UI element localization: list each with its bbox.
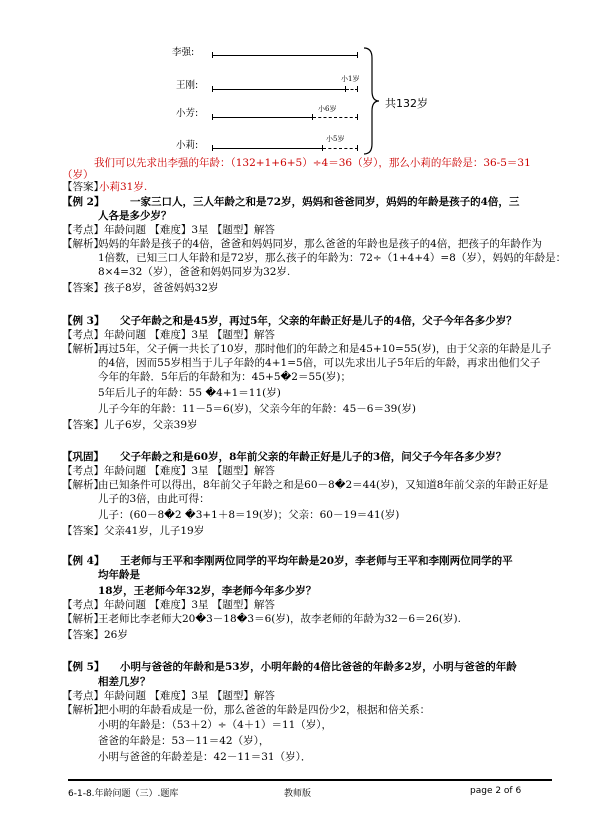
total-label: 共132岁	[385, 97, 428, 110]
ex5-question-2: 相差几岁？	[98, 676, 151, 688]
segment-label-1: 小1岁	[341, 75, 360, 83]
ex3-jiexi-1: 再过5年，父子俩一共长了10岁，那时他们的年龄之和是45+10=55(岁)，由于父亲的年龄是儿子	[98, 343, 552, 355]
ex3-jiexi-3: 今年的年龄．5年后的年龄和为：45+5�2＝55(岁)；	[98, 371, 352, 383]
ex3-answer: 【答案】儿子6岁，父亲39岁	[62, 419, 198, 431]
ex2-kaodian: 【考点】年龄问题 【难度】3星 【题型】解答	[62, 224, 275, 236]
intro-answer-tag: 【答案】	[62, 181, 104, 193]
ex3-question-1: 父子年龄之和是45岁，再过5年，父亲的年龄正好是儿子的4倍，父子今年各多少岁？	[120, 315, 517, 327]
ex3-jiexi-4: 5年后儿子的年龄：55 �4+1＝11(岁)	[98, 387, 281, 399]
ex2-jiexi-2: 1倍数，已知三口人年龄和是72岁，那么孩子的年龄为：72÷（1+4+4）=8（岁），妈妈的年龄是：	[98, 252, 567, 264]
ex4-kaodian: 【考点】年龄问题 【难度】3星 【题型】解答	[62, 599, 275, 611]
brace-icon	[362, 46, 382, 156]
tick	[357, 114, 358, 120]
ex3-tag: 【例 3】	[62, 315, 105, 327]
ex4-jiexi-tag: 【解析】	[62, 613, 104, 625]
footer-left: 6-1-8.年龄问题（三）.题库	[68, 789, 179, 799]
ex5-jiexi-tag: 【解析】	[62, 704, 104, 716]
gg-answer: 【答案】父亲41岁，儿子19岁	[62, 525, 205, 537]
ex4-answer: 【答案】26岁	[62, 629, 128, 641]
label-liqiang: 李强:	[172, 47, 195, 58]
segment-label-6: 小6岁	[318, 105, 337, 113]
ex2-answer: 【答案】孩子8岁，爸爸妈妈32岁	[62, 282, 219, 294]
ex2-question-1: 一家三口人，三人年龄之和是72岁，妈妈和爸爸同岁，妈妈的年龄是孩子的4倍，三	[130, 196, 520, 208]
ex4-question-1: 王老师与王平和李刚两位同学的平均年龄是20岁，李老师与王平和李刚两位同学的平	[120, 555, 513, 567]
line-xiaofang	[213, 117, 313, 118]
ex2-jiexi-1: 妈妈的年龄是孩子的4倍，爸爸和妈妈同岁，那么爸爸的年龄也是孩子的4倍，把孩子的年龄作为	[98, 238, 542, 250]
segment-label-5: 小5岁	[326, 135, 345, 143]
ex2-tag: 【例 2】	[62, 196, 105, 208]
ex2-question-2: 人各是多少岁？	[98, 210, 172, 222]
ex3-jiexi-tag: 【解析】	[62, 343, 104, 355]
line-wanggang	[213, 89, 346, 90]
tick	[212, 114, 213, 120]
ex5-jiexi-2: 小明的年龄是：（53＋2）÷（4＋1）＝11（岁），	[98, 719, 333, 731]
gg-jiexi-tag: 【解析】	[62, 479, 104, 491]
ex5-tag: 【例 5】	[62, 661, 105, 673]
ex3-kaodian: 【考点】年龄问题 【难度】3星 【题型】解答	[62, 329, 275, 341]
footer-center: 教师版	[284, 789, 312, 799]
label-xiaofang: 小芳:	[176, 108, 199, 119]
gg-tag: 【巩固】	[62, 451, 104, 463]
ex5-kaodian: 【考点】年龄问题 【难度】3星 【题型】解答	[62, 690, 275, 702]
tick	[212, 52, 213, 58]
label-wanggang: 王刚:	[176, 80, 199, 91]
dash-segment	[323, 148, 358, 149]
intro-answer: 小莉31岁.	[99, 181, 148, 193]
tick	[357, 52, 358, 58]
tick	[357, 86, 358, 92]
ex4-question-2: 均年龄是	[98, 569, 140, 581]
line-xiaoli	[213, 148, 323, 149]
gg-jiexi-1: 由已知条件可以得出，8年前父子年龄之和是60－8�2＝44(岁)，又知道8年前父亲的年龄正好是	[98, 479, 549, 491]
ex5-jiexi-3: 爸爸的年龄是：53－11＝42（岁），	[98, 735, 270, 747]
ex5-jiexi-1: 把小明的年龄看成是一份，那么爸爸的年龄是四份少2，根据和倍关系：	[98, 704, 431, 716]
dash-segment	[313, 117, 358, 118]
ex2-jiexi-3: 8×4=32（岁），爸爸和妈妈同岁为32岁.	[98, 266, 291, 278]
gg-question-1: 父子年龄之和是60岁，8年前父亲的年龄正好是儿子的3倍，问父子今年各多少岁？	[120, 451, 507, 463]
gg-jiexi-3: 儿子：(60－8�2 �3+1＋8＝19(岁)；父亲：60－19＝41(岁)	[98, 509, 400, 521]
tick	[212, 86, 213, 92]
ex4-question-3: 18岁，王老师今年32岁，李老师今年多少岁？	[98, 585, 317, 597]
gg-kaodian: 【考点】年龄问题 【难度】3星 【题型】解答	[62, 465, 275, 477]
tick	[212, 145, 213, 151]
label-xiaoli: 小莉:	[176, 140, 199, 151]
ex5-jiexi-4: 小明与爸爸的年龄差是：42－11＝31（岁）．	[98, 751, 312, 763]
footer-page: page 2 of 6	[470, 786, 522, 796]
ex4-jiexi-1: 王老师比李老师大20�3－18�3＝6(岁)，故李老师的年龄为32－6＝26(岁).	[98, 613, 461, 625]
ex2-jiexi-tag: 【解析】	[62, 238, 104, 250]
intro-line-2: （岁）	[62, 169, 94, 181]
ex3-jiexi-5: 儿子今年的年龄：11－5＝6(岁)，父亲今年的年龄：45－6＝39(岁)	[98, 403, 417, 415]
line-liqiang	[213, 55, 358, 56]
tick	[357, 145, 358, 151]
gg-jiexi-2: 儿子的3倍，由此可得：	[98, 493, 210, 505]
ex3-jiexi-2: 的4倍，因而55岁相当于儿子年龄的4+1=5倍，可以先求出儿子5年后的年龄，再求出他们父子	[98, 357, 541, 369]
ex5-question-1: 小明与爸爸的年龄和是53岁，小明年龄的4倍比爸爸的年龄多2岁，小明与爸爸的年龄	[120, 661, 517, 673]
ex4-tag: 【例 4】	[62, 555, 105, 567]
intro-line-1: 我们可以先求出李强的年龄：（132+1+6+5）÷4＝36（岁），那么小莉的年龄是：36-5＝31	[94, 157, 531, 169]
footer-rule	[68, 779, 552, 781]
